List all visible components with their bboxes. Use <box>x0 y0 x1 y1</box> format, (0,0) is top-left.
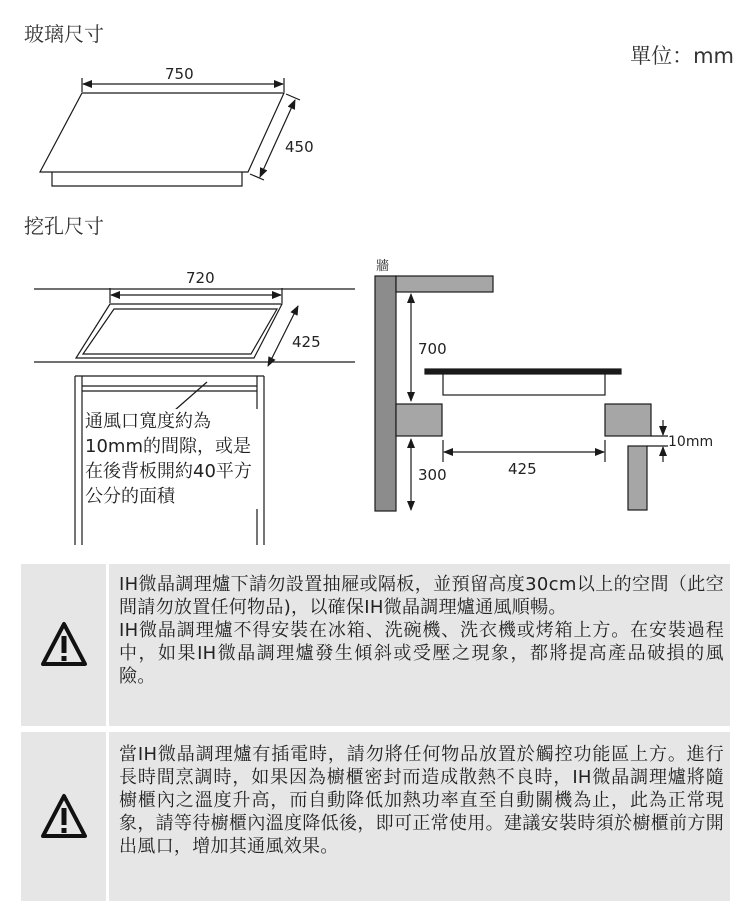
warning-paragraph: 當IH微晶調理爐有插電時，請勿將任何物品放置於觸控功能區上方。進行長時間烹調時，如果因為櫥櫃密封而造成散熱不良時，IH微晶調理爐將隨櫥櫃內之溫度升高，而自動降低加熱功率直至自動關機為止，此為正常現象，請等待櫥櫃內溫度降低後，即可正常使用。建議安裝時須於櫥櫃前方開出風口，增加其通風效果。 <box>119 744 724 857</box>
hob-body <box>443 374 605 395</box>
hob-top <box>425 369 621 374</box>
warning-icon <box>40 621 88 667</box>
cutout-outer-outline <box>76 304 282 358</box>
cutout-size-heading: 挖孔尺寸 <box>24 214 104 238</box>
cutout-width-label: 720 <box>186 269 215 287</box>
warning-icon-cell <box>21 732 103 901</box>
worktop-left-block <box>396 404 442 436</box>
cutout-inner-outline <box>83 309 277 354</box>
warning-text-2 <box>106 732 730 901</box>
glass-top-outline <box>40 93 284 172</box>
glass-diagram <box>40 78 300 186</box>
warning-panel-2 <box>21 732 730 901</box>
cutout-depth-label: 425 <box>292 333 321 351</box>
worktop-right-block <box>605 404 651 436</box>
warning-text-1 <box>106 564 730 726</box>
min-depth-label: 300 <box>418 466 447 484</box>
glass-base-outline <box>52 172 242 186</box>
unit-label: 單位：mm <box>630 44 734 68</box>
warning-panel-1 <box>21 564 730 726</box>
warning-icon <box>40 793 88 839</box>
wall-label: 牆 <box>376 259 390 274</box>
glass-size-heading: 玻璃尺寸 <box>24 22 104 46</box>
vent-note: 通風口寬度約為10mm的間隙，或是在後背板開約40平方公分的面積 <box>85 409 260 509</box>
glass-width-label: 750 <box>165 65 194 83</box>
width-label: 425 <box>508 460 537 478</box>
wall <box>375 276 396 511</box>
warning-icon-cell <box>21 564 103 726</box>
glass-depth-label: 450 <box>285 138 314 156</box>
upper-cabinet-edge <box>396 276 493 292</box>
cabinet-panel <box>628 446 647 510</box>
warning-paragraph: IH微晶調理爐下請勿設置抽屜或隔板，並預留高度30cm以上的空間（此空間請勿放置任何物品)，以確保IH微晶調理爐通風順暢。 <box>119 574 724 618</box>
gap-label: 10mm <box>668 434 714 450</box>
warning-paragraph: IH微晶調理爐不得安裝在冰箱、洗碗機、洗衣機或烤箱上方。在安裝過程中，如果IH微晶調理爐發生傾斜或受壓之現象，都將提高產品破損的風險。 <box>119 620 724 687</box>
height-label: 700 <box>418 340 447 358</box>
